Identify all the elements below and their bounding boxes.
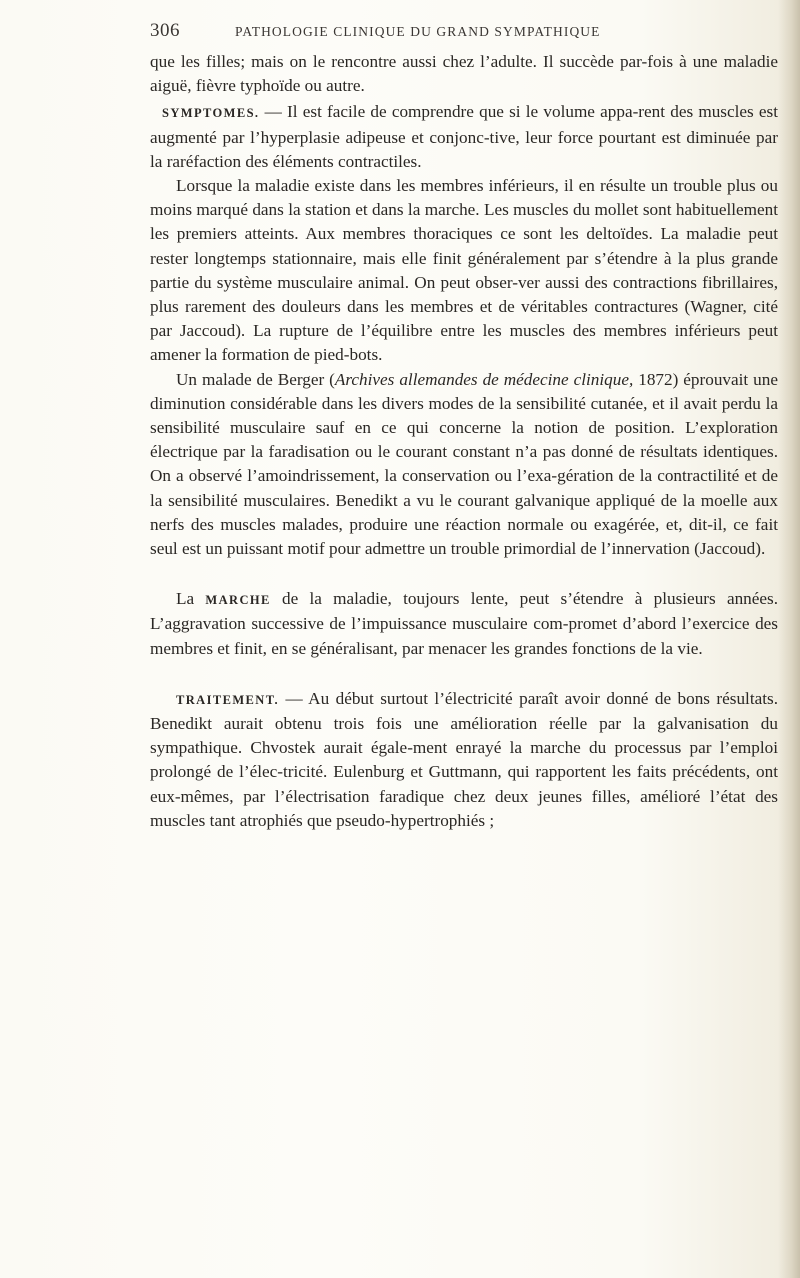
paragraph-marche-prefix: La bbox=[176, 589, 195, 609]
paragraph-symptomes-text: — Il est facile de comprendre que si le volume appa-rent des muscles est augmenté par l’hyperplasie adipeuse et conjonc-tive, leur force pourtant est diminuée par la raréfaction des éléments contractiles. bbox=[150, 102, 778, 171]
paragraph-berger-text-after: 1872) éprouvait une diminution considérable dans les divers modes de la sensibilité cutanée, et il avait perdu la sensibilité musculaire sauf en ce qui concerne la notion de position. L’exploration électrique par la faradisation ou le courant constant n’a pas donné de résultats identiques. On a observé l’amoindrissement, la conservation ou l’exa-gération de la contractilité et de la sensibilité musculaires. Benedikt a vu le courant galvanique appliqué de la moelle aux nerfs des muscles malades, produire une réaction normale ou exagérée, et, dit-il, ce fait seul est un puissant motif pour admettre un trouble primordial de l’innervation (Jaccoud). bbox=[150, 369, 778, 559]
paragraph-marche bbox=[150, 587, 778, 661]
paragraph-berger bbox=[150, 368, 778, 562]
section-heading-traitement: TRAITEMENT. bbox=[176, 692, 280, 707]
paragraph-marche-text: de la maladie, toujours lente, peut s’étendre à plusieurs années. L’aggravation successive de l’impuissance musculaire com-promet d’abord l’exercice des membres et finit, en se généralisant, par menacer les grandes fonctions de la vie. bbox=[150, 589, 779, 658]
paragraph-traitement bbox=[150, 687, 778, 833]
section-heading-symptomes: SYMPTOMES. bbox=[162, 106, 260, 121]
section-heading-marche: MARCHE bbox=[205, 593, 271, 608]
page-number: 306 bbox=[150, 20, 180, 41]
paragraph-traitement-text: — Au début surtout l’électricité paraît avoir donné de bons résultats. Benedikt aurait obtenu trois fois une amélioration réelle par la galvanisation du sympathique. Chvostek aurait égale-ment enrayé la marche du processus par l’emploi prolongé de l’élec-tricité. Eulenburg et Guttmann, qui rapportent les faits précédents, ont eux-mêmes, par l’électrisation faradique chez deux jeunes filles, amélioré l’état des muscles tant atrophiés que pseudo-hypertrophiés ; bbox=[150, 688, 778, 830]
running-title: PATHOLOGIE CLINIQUE DU GRAND SYMPATHIQUE bbox=[235, 24, 601, 39]
page-edge-shadow bbox=[778, 0, 800, 1278]
citation-journal-title: Archives allemandes de médecine clinique, bbox=[334, 369, 634, 389]
paragraph-symptomes bbox=[150, 100, 778, 174]
paragraph-lorsque bbox=[150, 174, 778, 368]
paragraph-intro bbox=[150, 50, 778, 98]
body-text bbox=[150, 50, 778, 833]
paragraph-intro-text: que les filles; mais on le rencontre aussi chez l’adulte. Il succède par-fois à une maladie aiguë, fièvre typhoïde ou autre. bbox=[150, 52, 778, 96]
paragraph-berger-text-before: Un malade de Berger ( bbox=[176, 369, 335, 389]
paragraph-lorsque-text: Lorsque la maladie existe dans les membres inférieurs, il en résulte un trouble plus ou moins marqué dans la station et dans la marche. Les muscles du mollet sont habituellement les premiers atteints. Aux membres thoraciques ce sont les deltoïdes. La maladie peut rester longtemps stationnaire, mais elle finit généralement par s’étendre à la plus grande partie du système musculaire animal. On peut obser-ver aussi des contractions fibrillaires, plus rarement des douleurs dans les membres et de véritables contractures (Wagner, cité par Jaccoud). La rupture de l’équilibre entre les muscles des membres inférieurs peut amener la formation de pied-bots. bbox=[150, 176, 778, 365]
page-header bbox=[150, 20, 780, 46]
